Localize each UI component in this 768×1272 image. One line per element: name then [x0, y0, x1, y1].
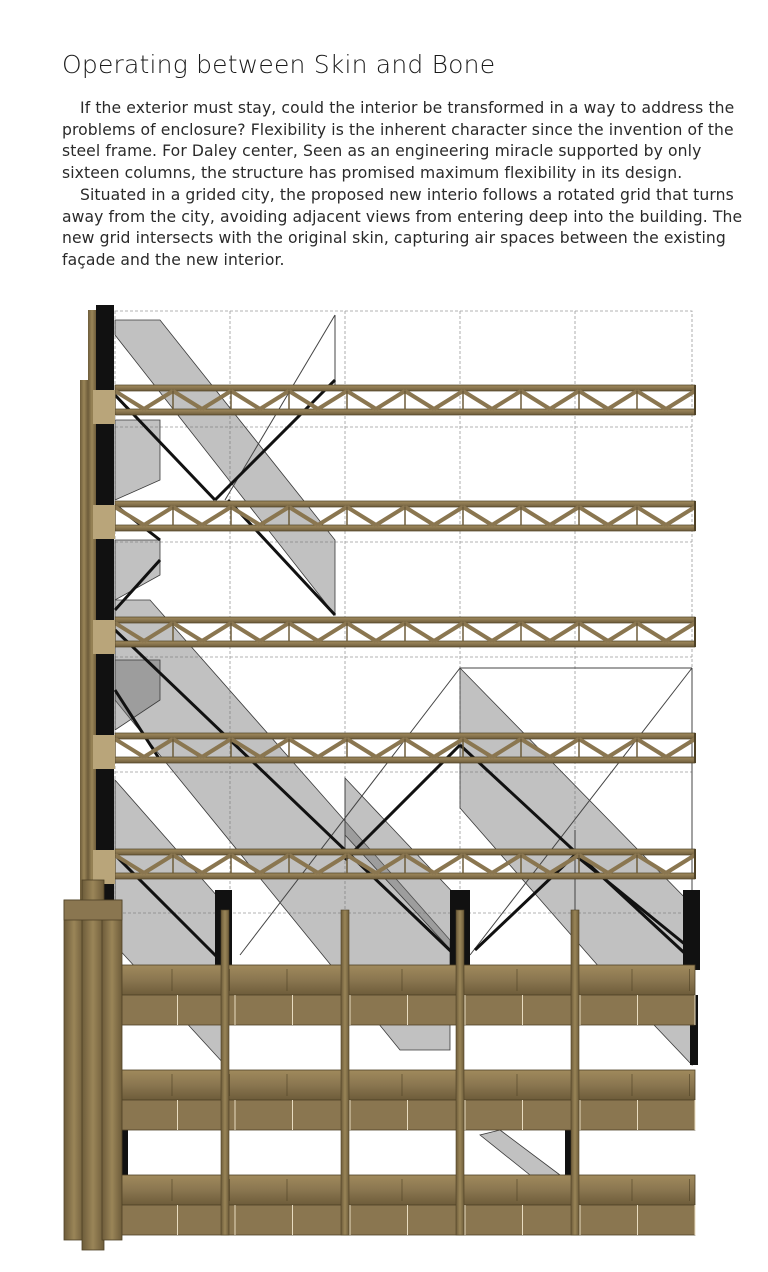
glass-bands — [115, 320, 692, 1175]
concrete-floor-2 — [120, 1070, 695, 1130]
truss-2 — [115, 501, 695, 531]
concrete-column-1 — [221, 910, 229, 1235]
truss-3 — [115, 617, 695, 647]
concrete-column-3 — [456, 910, 464, 1235]
left-facade — [80, 305, 115, 915]
concrete-floor-3 — [120, 1175, 695, 1235]
body-text — [62, 98, 752, 272]
paragraph-2: Situated in a grided city, the proposed new interio follows a rotated grid that turns away from the city, avoiding adjacent views from entering deep into the building. The new grid intersects with the original skin, capturing air spaces between the existing façade and the new interior. — [62, 185, 743, 269]
concrete-floor-1 — [120, 965, 695, 1025]
section-drawing-svg — [0, 300, 768, 1267]
left-pier — [64, 880, 122, 1250]
paragraph-1: If the exterior must stay, could the interior be transformed in a way to address the problems of enclosure? Flexibility is the inherent character since the invention of the steel frame. For Daley center, Seen as an engineering miracle supported by only sixteen columns, the structure has promised maximum flexibility in its design. — [62, 99, 735, 183]
concrete-column-2 — [341, 910, 349, 1235]
concrete-column-4 — [571, 910, 579, 1235]
section-drawing — [0, 300, 768, 1267]
page-title: Operating between Skin and Bone — [62, 50, 496, 79]
